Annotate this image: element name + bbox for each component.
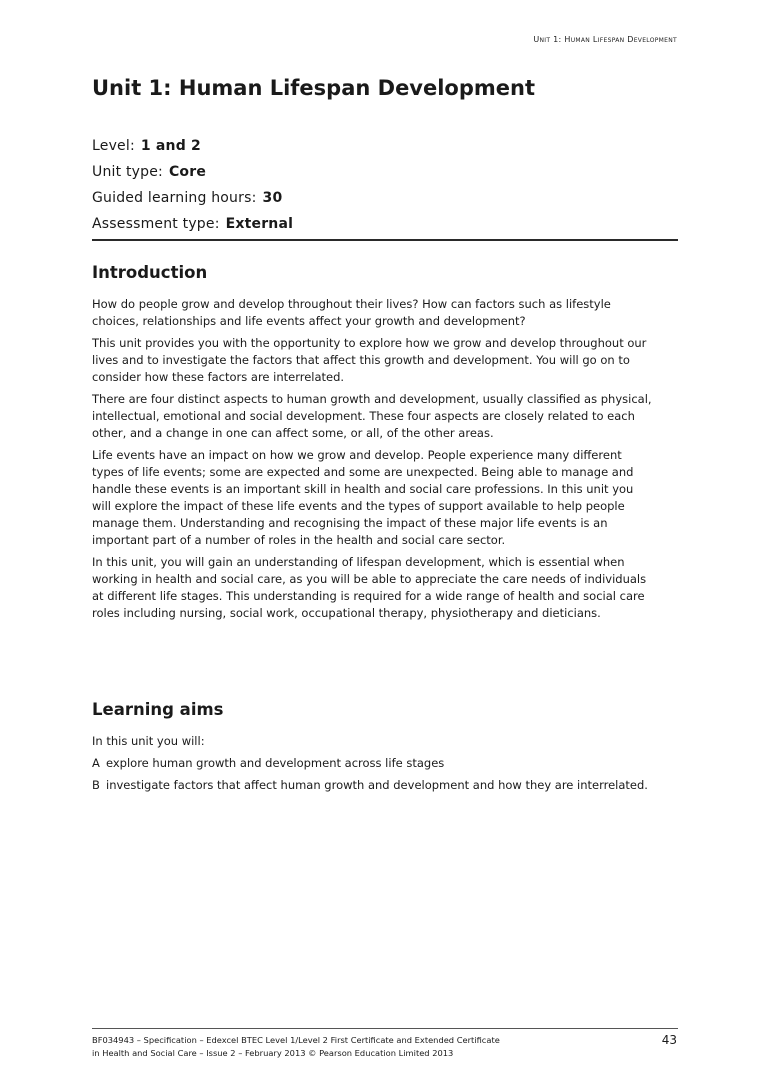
- footer-divider: [92, 1028, 678, 1029]
- level-value: 1 and 2: [140, 138, 201, 154]
- intro-paragraph: This unit provides you with the opportunity to explore how we grow and develop throughout our lives and to investigate the factors that affect this growth and development. You will go on to consider how these factors are interrelated.: [92, 336, 647, 384]
- level-row: [92, 133, 678, 159]
- footer-line-1: BF034943 – Specification – Edexcel BTEC Level 1/Level 2 First Certificate and Extended Certificate: [92, 1035, 500, 1045]
- learning-aims-intro: In this unit you will:: [92, 734, 205, 748]
- aim-text: investigate factors that affect human growth and development and how they are interrelated.: [106, 778, 648, 792]
- unit-type-value: Core: [168, 164, 207, 180]
- aim-letter: B: [92, 778, 100, 792]
- introduction-heading: Introduction: [92, 263, 208, 282]
- learning-aim-item: [92, 777, 652, 794]
- learning-aims-body: [92, 733, 652, 799]
- learning-aim-item: [92, 755, 652, 772]
- intro-paragraph: There are four distinct aspects to human growth and development, usually classified as physical, intellectual, emotional and social development. These four aspects are closely related to each other, and a change in one can affect some, or all, of the other areas.: [92, 392, 652, 440]
- unit-type-row: [92, 159, 678, 185]
- unit-metadata: [92, 133, 678, 241]
- introduction-body: [92, 296, 652, 627]
- aim-text: explore human growth and development across life stages: [106, 756, 445, 770]
- footer-line-2: in Health and Social Care – Issue 2 – February 2013 © Pearson Education Limited 2013: [92, 1048, 454, 1058]
- learning-aims-heading: Learning aims: [92, 700, 224, 719]
- intro-paragraph: How do people grow and develop throughout their lives? How can factors such as lifestyle choices, relationships and life events affect your growth and development?: [92, 297, 611, 328]
- assessment-type-value: External: [225, 216, 294, 232]
- intro-paragraph: In this unit, you will gain an understanding of lifespan development, which is essential when working in health and social care, as you will be able to appreciate the care needs of individuals at different life stages. This understanding is required for a wide range of health and social care roles including nursing, social work, occupational therapy, physiotherapy and dieticians.: [92, 555, 647, 620]
- aim-letter: A: [92, 756, 100, 770]
- page-number: 43: [661, 1033, 677, 1047]
- page-title: Unit 1: Human Lifespan Development: [92, 76, 536, 100]
- intro-paragraph: Life events have an impact on how we grow and develop. People experience many different types of life events; some are expected and some are unexpected. Being able to manage and handle these events is an important skill in health and social care professions. In this unit you will explore the impact of these life events and the types of support available to help people manage them. Understanding and recognising the impact of these major life events is an important part of a number of roles in the health and social care sector.: [92, 448, 634, 547]
- guided-hours-row: [92, 185, 678, 211]
- unit-type-label: Unit type:: [92, 164, 163, 180]
- level-label: Level:: [92, 138, 135, 154]
- running-header: Unit 1: Human Lifespan Development: [533, 35, 677, 44]
- footer-citation: [92, 1034, 612, 1060]
- assessment-type-row: [92, 211, 678, 237]
- guided-hours-value: 30: [262, 190, 283, 206]
- guided-hours-label: Guided learning hours:: [92, 190, 257, 206]
- assessment-type-label: Assessment type:: [92, 216, 220, 232]
